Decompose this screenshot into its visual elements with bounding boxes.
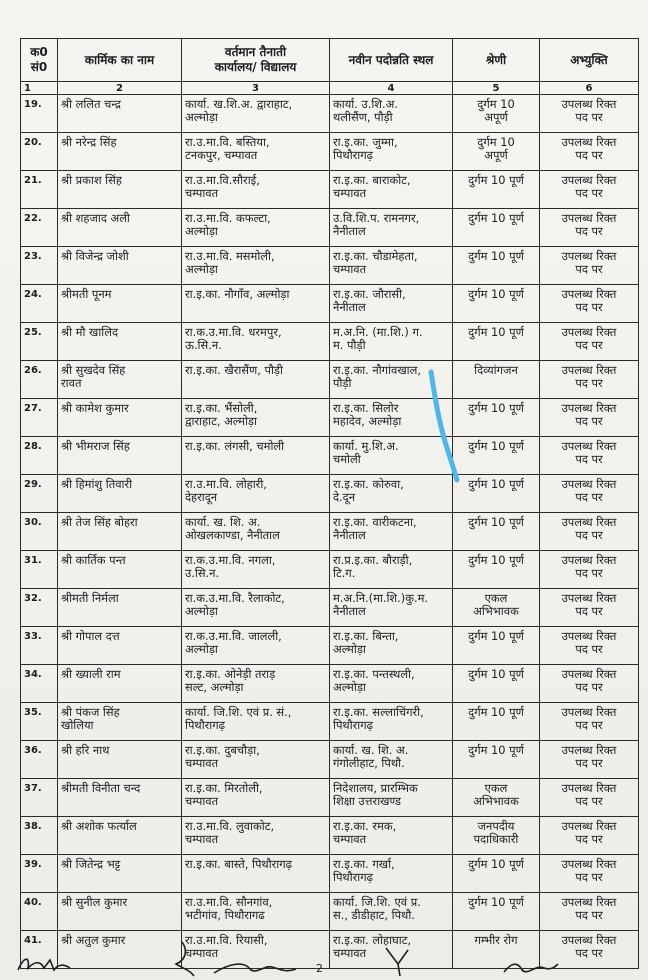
- current-posting: कार्या. ख.शि.अ. द्वाराहाट, अल्मोड़ा: [182, 95, 330, 133]
- remark: उपलब्ध रिक्त पद पर: [540, 361, 639, 399]
- category: दुर्गम 10 पूर्ण: [453, 513, 540, 551]
- remark: उपलब्ध रिक्त पद पर: [540, 589, 639, 627]
- remark: उपलब्ध रिक्त पद पर: [540, 551, 639, 589]
- row-serial: 37.: [21, 779, 58, 817]
- remark: उपलब्ध रिक्त पद पर: [540, 893, 639, 931]
- table-row: [21, 855, 639, 893]
- row-serial: 21.: [21, 171, 58, 209]
- remark: उपलब्ध रिक्त पद पर: [540, 247, 639, 285]
- table-row: [21, 361, 639, 399]
- category: दुर्गम 10 पूर्ण: [453, 399, 540, 437]
- table-row: [21, 817, 639, 855]
- row-serial: 35.: [21, 703, 58, 741]
- employee-name: श्री हरि नाथ: [58, 741, 182, 779]
- employee-name: श्री ललित चन्द्र: [58, 95, 182, 133]
- header-name: कार्मिक का नाम: [58, 39, 182, 82]
- row-serial: 39.: [21, 855, 58, 893]
- table-row: [21, 665, 639, 703]
- column-number: 6: [540, 82, 639, 95]
- column-number: 1: [21, 82, 58, 95]
- current-posting: कार्या. जि.शि. एवं प्र. सं., पिथौरागढ़: [182, 703, 330, 741]
- column-number: 3: [182, 82, 330, 95]
- row-serial: 26.: [21, 361, 58, 399]
- row-serial: 24.: [21, 285, 58, 323]
- signature-mark-4: [380, 944, 420, 978]
- table-row: [21, 627, 639, 665]
- category: दुर्गम 10 पूर्ण: [453, 665, 540, 703]
- remark: उपलब्ध रिक्त पद पर: [540, 817, 639, 855]
- table-row: [21, 513, 639, 551]
- row-serial: 32.: [21, 589, 58, 627]
- header-new-posting: नवीन पदोन्नति स्थल: [330, 39, 453, 82]
- table-row: [21, 171, 639, 209]
- current-posting: रा.क.उ.मा.वि. रैलाकोट, अल्मोड़ा: [182, 589, 330, 627]
- category: एकल अभिभावक: [453, 589, 540, 627]
- table-row: [21, 133, 639, 171]
- employee-name: श्री नरेन्द्र सिंह: [58, 133, 182, 171]
- current-posting: रा.उ.मा.वि. कफल्टा, अल्मोड़ा: [182, 209, 330, 247]
- column-number-row: [21, 82, 639, 95]
- remark: उपलब्ध रिक्त पद पर: [540, 437, 639, 475]
- new-posting: रा.इ.का. चौडामेहता, चम्पावत: [330, 247, 453, 285]
- header-category: श्रेणी: [453, 39, 540, 82]
- remark: उपलब्ध रिक्त पद पर: [540, 399, 639, 437]
- category: दुर्गम 10 पूर्ण: [453, 437, 540, 475]
- new-posting: रा.इ.का. बिन्ता, अल्मोड़ा: [330, 627, 453, 665]
- employee-name: श्री ख्याली राम: [58, 665, 182, 703]
- employee-name: श्री अतुल कुमार: [58, 931, 182, 969]
- table-row: [21, 209, 639, 247]
- remark: उपलब्ध रिक्त पद पर: [540, 665, 639, 703]
- table-row: [21, 551, 639, 589]
- new-posting: रा.इ.का. पन्तस्थली, अल्मोड़ा: [330, 665, 453, 703]
- current-posting: रा.उ.मा.वि. लुवाकोट, चम्पावत: [182, 817, 330, 855]
- employee-name: श्री गोपाल दत्त: [58, 627, 182, 665]
- table-row: [21, 741, 639, 779]
- column-number: 2: [58, 82, 182, 95]
- employee-name: श्री विजेन्द्र जोशी: [58, 247, 182, 285]
- new-posting: रा.प्र.इ.का. बौराड़ी, टि.ग.: [330, 551, 453, 589]
- category: दिव्यांगजन: [453, 361, 540, 399]
- employee-name: श्री कामेश कुमार: [58, 399, 182, 437]
- employee-name: श्री शहजाद अली: [58, 209, 182, 247]
- category: एकल अभिभावक: [453, 779, 540, 817]
- employee-name: श्री भीमराज सिंह: [58, 437, 182, 475]
- table-body: [21, 95, 639, 969]
- page-number: 2: [316, 962, 323, 975]
- new-posting: रा.इ.का. सल्लाचिंगरी, पिथौरागढ़: [330, 703, 453, 741]
- signature-mark-2: [168, 940, 198, 978]
- remark: उपलब्ध रिक्त पद पर: [540, 475, 639, 513]
- row-serial: 33.: [21, 627, 58, 665]
- employee-name: श्रीमती निर्मला: [58, 589, 182, 627]
- current-posting: रा.इ.का. लंगसी, चमोली: [182, 437, 330, 475]
- new-posting: उ.वि.शि.प. रामनगर, नैनीताल: [330, 209, 453, 247]
- table-row: [21, 779, 639, 817]
- employee-name: श्रीमती विनीता चन्द: [58, 779, 182, 817]
- category: दुर्गम 10 पूर्ण: [453, 855, 540, 893]
- row-serial: 28.: [21, 437, 58, 475]
- row-serial: 30.: [21, 513, 58, 551]
- current-posting: रा.उ.मा.वि. रियासी, चम्पावत: [182, 931, 330, 969]
- new-posting: रा.इ.का. वारीकटना, नैनीताल: [330, 513, 453, 551]
- category: दुर्गम 10 पूर्ण: [453, 741, 540, 779]
- current-posting: रा.क.उ.मा.वि. जालली, अल्मोड़ा: [182, 627, 330, 665]
- category: दुर्गम 10 अपूर्ण: [453, 95, 540, 133]
- new-posting: म.अ.नि.(मा.शि.)कु.म. नैनीताल: [330, 589, 453, 627]
- current-posting: रा.उ.मा.वि.सौराई, चम्पावत: [182, 171, 330, 209]
- row-serial: 25.: [21, 323, 58, 361]
- row-serial: 36.: [21, 741, 58, 779]
- table-row: [21, 475, 639, 513]
- new-posting: रा.इ.का. जुम्मा, पिथौरागढ़: [330, 133, 453, 171]
- table-row: [21, 285, 639, 323]
- employee-name: श्री मौ खालिद: [58, 323, 182, 361]
- new-posting: कार्या. ख. शि. अ. गंगोलीहाट, पिथौ.: [330, 741, 453, 779]
- row-serial: 38.: [21, 817, 58, 855]
- category: दुर्गम 10 अपूर्ण: [453, 133, 540, 171]
- signature-mark-3: [210, 955, 300, 979]
- current-posting: रा.इ.का. मिरतोली, चम्पावत: [182, 779, 330, 817]
- remark: उपलब्ध रिक्त पद पर: [540, 323, 639, 361]
- employee-name: श्री प्रकाश सिंह: [58, 171, 182, 209]
- employee-name: श्री कार्तिक पन्त: [58, 551, 182, 589]
- new-posting: रा.इ.का. रमक, चम्पावत: [330, 817, 453, 855]
- remark: उपलब्ध रिक्त पद पर: [540, 133, 639, 171]
- new-posting: म.अ.नि. (मा.शि.) ग. म. पौड़ी: [330, 323, 453, 361]
- employee-name: श्री सुखदेव सिंह रावत: [58, 361, 182, 399]
- category: दुर्गम 10 पूर्ण: [453, 893, 540, 931]
- employee-name: श्री जितेन्द्र भट्ट: [58, 855, 182, 893]
- current-posting: रा.इ.का. खैरासैंण, पौड़ी: [182, 361, 330, 399]
- current-posting: रा.उ.मा.वि. मसमोली, अल्मोड़ा: [182, 247, 330, 285]
- remark: उपलब्ध रिक्त पद पर: [540, 209, 639, 247]
- current-posting: रा.उ.मा.वि. बस्तिया, टनकपुर, चम्पावत: [182, 133, 330, 171]
- new-posting: रा.इ.का. लोहाघाट, चम्पावत: [330, 931, 453, 969]
- table-row: [21, 703, 639, 741]
- new-posting: कार्या. उ.शि.अ. थलीसैंण, पौड़ी: [330, 95, 453, 133]
- employee-name: श्री तेज सिंह बोहरा: [58, 513, 182, 551]
- new-posting: रा.इ.का. नौगांवखाल, पौड़ी: [330, 361, 453, 399]
- header-current-posting: वर्तमान तैनाती कार्यालय/ विद्यालय: [182, 39, 330, 82]
- current-posting: रा.क.उ.मा.वि. नगला, उ.सि.न.: [182, 551, 330, 589]
- new-posting: कार्या. मु.शि.अ. चमोली: [330, 437, 453, 475]
- remark: उपलब्ध रिक्त पद पर: [540, 855, 639, 893]
- new-posting: रा.इ.का. सिलोर महादेव, अल्मोड़ा: [330, 399, 453, 437]
- remark: उपलब्ध रिक्त पद पर: [540, 703, 639, 741]
- employee-name: श्री हिमांशु तिवारी: [58, 475, 182, 513]
- employee-name: श्री सुनील कुमार: [58, 893, 182, 931]
- category: जनपदीय पदाधिकारी: [453, 817, 540, 855]
- current-posting: कार्या. ख. शि. अ. ओखलकाण्डा, नैनीताल: [182, 513, 330, 551]
- blue-pen-mark: [425, 368, 465, 483]
- category: दुर्गम 10 पूर्ण: [453, 703, 540, 741]
- table-row: [21, 437, 639, 475]
- remark: उपलब्ध रिक्त पद पर: [540, 627, 639, 665]
- header-remarks: अभ्युक्ति: [540, 39, 639, 82]
- new-posting: निदेशालय, प्रारम्भिक शिक्षा उत्तराखण्ड: [330, 779, 453, 817]
- table-row: [21, 399, 639, 437]
- row-serial: 40.: [21, 893, 58, 931]
- column-number: 4: [330, 82, 453, 95]
- promotion-table: [20, 38, 639, 969]
- row-serial: 20.: [21, 133, 58, 171]
- current-posting: रा.इ.का. ओनेड़ी तराड़ सल्ट, अल्मोड़ा: [182, 665, 330, 703]
- remark: उपलब्ध रिक्त पद पर: [540, 931, 639, 969]
- employee-name: श्रीमती पूनम: [58, 285, 182, 323]
- current-posting: रा.इ.का. दुबचौड़ा, चम्पावत: [182, 741, 330, 779]
- category: गम्भीर रोग: [453, 931, 540, 969]
- employee-name: श्री पंकज सिंह खोलिया: [58, 703, 182, 741]
- category: दुर्गम 10 पूर्ण: [453, 285, 540, 323]
- employee-name: श्री अशोक फर्त्याल: [58, 817, 182, 855]
- table-row: [21, 95, 639, 133]
- table-header-row: [21, 39, 639, 82]
- current-posting: रा.उ.मा.वि. सौनगांव, भटीगांव, पिथौरागढ: [182, 893, 330, 931]
- category: दुर्गम 10 पूर्ण: [453, 247, 540, 285]
- current-posting: रा.इ.का. बास्ते, पिथौरागढ़: [182, 855, 330, 893]
- new-posting: रा.इ.का. कोरुवा, दे.दून: [330, 475, 453, 513]
- row-serial: 41.: [21, 931, 58, 969]
- remark: उपलब्ध रिक्त पद पर: [540, 513, 639, 551]
- row-serial: 23.: [21, 247, 58, 285]
- table-row: [21, 323, 639, 361]
- new-posting: कार्या. जि.शि. एवं प्र. स., डीडीहाट, पिथौ.: [330, 893, 453, 931]
- signature-mark-5: [500, 956, 560, 978]
- remark: उपलब्ध रिक्त पद पर: [540, 95, 639, 133]
- category: दुर्गम 10 पूर्ण: [453, 475, 540, 513]
- current-posting: रा.उ.मा.वि. लोहारी, देहरादून: [182, 475, 330, 513]
- row-serial: 29.: [21, 475, 58, 513]
- current-posting: रा.क.उ.मा.वि. धरमपुर, ऊ.सि.न.: [182, 323, 330, 361]
- column-number: 5: [453, 82, 540, 95]
- row-serial: 31.: [21, 551, 58, 589]
- new-posting: रा.इ.का. गर्खा, पिथौरागढ़: [330, 855, 453, 893]
- remark: उपलब्ध रिक्त पद पर: [540, 171, 639, 209]
- remark: उपलब्ध रिक्त पद पर: [540, 741, 639, 779]
- category: दुर्गम 10 पूर्ण: [453, 323, 540, 361]
- table-row: [21, 247, 639, 285]
- remark: उपलब्ध रिक्त पद पर: [540, 285, 639, 323]
- row-serial: 34.: [21, 665, 58, 703]
- table-row: [21, 589, 639, 627]
- category: दुर्गम 10 पूर्ण: [453, 171, 540, 209]
- current-posting: रा.इ.का. नौगाँव, अल्मोड़ा: [182, 285, 330, 323]
- category: दुर्गम 10 पूर्ण: [453, 627, 540, 665]
- category: दुर्गम 10 पूर्ण: [453, 551, 540, 589]
- category: दुर्गम 10 पूर्ण: [453, 209, 540, 247]
- table-row: [21, 893, 639, 931]
- current-posting: रा.इ.का. भैंसोली, द्वाराहाट, अल्मोड़ा: [182, 399, 330, 437]
- new-posting: रा.इ.का. जौरासी, नैनीताल: [330, 285, 453, 323]
- remark: उपलब्ध रिक्त पद पर: [540, 779, 639, 817]
- row-serial: 19.: [21, 95, 58, 133]
- row-serial: 22.: [21, 209, 58, 247]
- row-serial: 27.: [21, 399, 58, 437]
- new-posting: रा.इ.का. बाराकोट, चम्पावत: [330, 171, 453, 209]
- header-serial: क0 सं0: [21, 39, 58, 82]
- signature-mark-1: [14, 952, 74, 978]
